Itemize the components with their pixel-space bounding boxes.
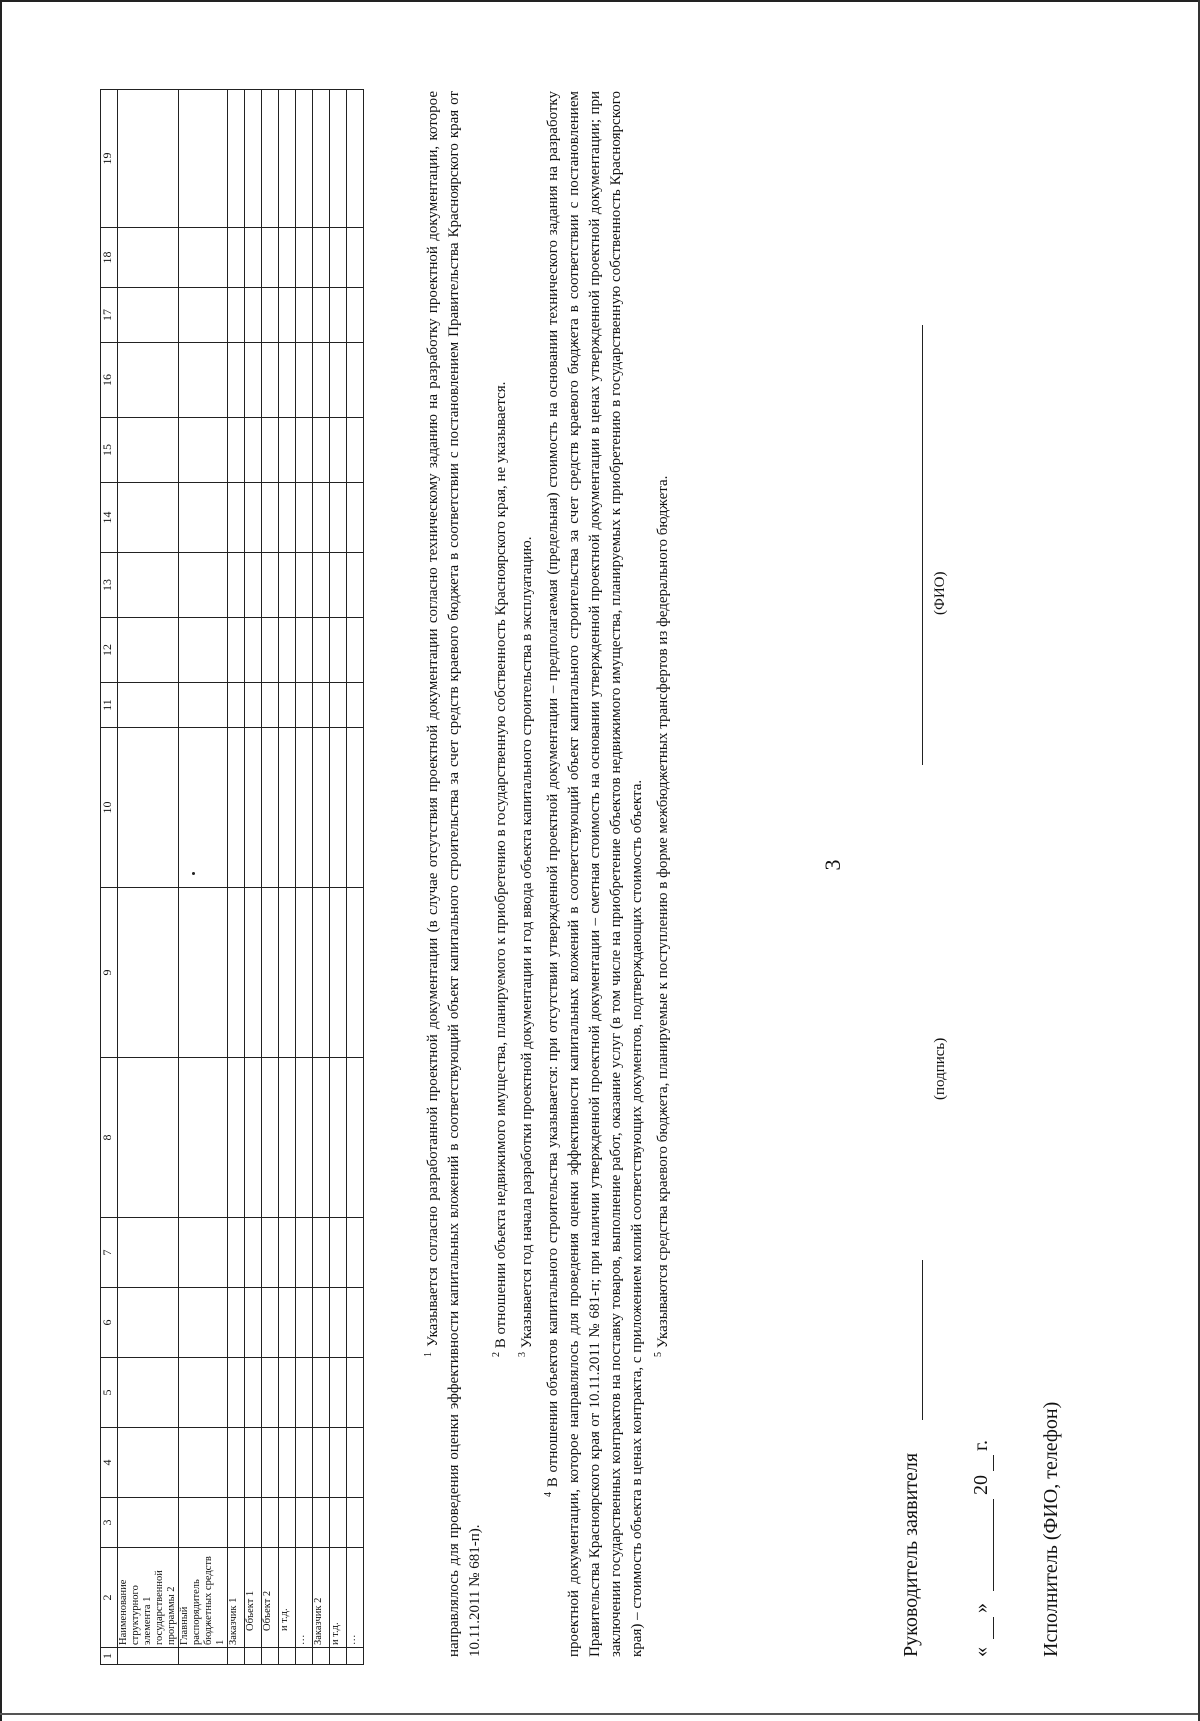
empty-cell (245, 1498, 262, 1548)
empty-cell (228, 1058, 245, 1218)
table-row (245, 90, 262, 1665)
empty-cell (279, 1288, 296, 1358)
empty-cell (245, 228, 262, 288)
table-row (313, 90, 330, 1665)
empty-cell (228, 288, 245, 343)
empty-cell (313, 1218, 330, 1288)
empty-cell (347, 888, 364, 1058)
empty-cell (245, 888, 262, 1058)
capital-investment-table (100, 89, 364, 1665)
empty-cell (347, 683, 364, 728)
row-label: … (347, 1548, 364, 1648)
empty-cell (296, 1288, 313, 1358)
footnote-mark: 3 (517, 1352, 528, 1357)
footnote-text: Указывается согласно разработанной проектной документации (в случае отсутствия проектной документации согласно техническому заданию на разработку проектной документации, которое направлялось для проведения оценки эффективности капитальных вложений в соответствующий объект капитального строительства за счет средств краевого бюджета в соответствии с постановлением Правительства Красноярского края от 10.11.2011 № 681-п). (425, 90, 483, 1657)
empty-cell (279, 343, 296, 418)
empty-cell (279, 553, 296, 618)
empty-cell (228, 1498, 245, 1548)
date-year-line (993, 1455, 994, 1471)
column-number: 1 (101, 1648, 118, 1665)
empty-cell (179, 1218, 228, 1288)
empty-cell (296, 1498, 313, 1548)
column-number: 4 (101, 1428, 118, 1498)
empty-cell (296, 888, 313, 1058)
head-of-applicant-label: Руководитель заявителя (900, 1452, 922, 1657)
empty-cell (347, 1358, 364, 1428)
table-row (296, 90, 313, 1665)
column-number: 3 (101, 1498, 118, 1548)
empty-cell (262, 483, 279, 553)
footnote-mark: 1 (423, 1352, 434, 1357)
empty-cell (330, 1058, 347, 1218)
empty-cell (296, 1058, 313, 1218)
empty-cell (296, 1428, 313, 1498)
row-label: и т.д. (330, 1548, 347, 1648)
empty-cell (330, 683, 347, 728)
empty-cell (262, 683, 279, 728)
empty-cell (347, 288, 364, 343)
footnote-2 (486, 91, 512, 1657)
footnote-text: Указываются средства краевого бюджета, планируемые к поступлению в форме межбюджетных трансфертов из федерального бюджета. (655, 475, 671, 1349)
empty-cell (313, 553, 330, 618)
empty-cell (330, 1358, 347, 1428)
date-year-prefix: 20 (970, 1475, 992, 1495)
empty-cell (118, 90, 179, 228)
empty-cell (313, 1288, 330, 1358)
empty-cell (262, 553, 279, 618)
row-label: Заказчик 1 (228, 1548, 245, 1648)
empty-cell (245, 288, 262, 343)
empty-cell (118, 1428, 179, 1498)
empty-cell (179, 288, 228, 343)
empty-cell (262, 888, 279, 1058)
empty-cell (313, 288, 330, 343)
empty-cell (262, 418, 279, 483)
executor-label: Исполнитель (ФИО, телефон) (1040, 1401, 1062, 1657)
footnote-3 (512, 91, 538, 1657)
empty-cell (179, 1498, 228, 1548)
empty-cell (313, 1358, 330, 1428)
empty-cell (296, 90, 313, 228)
empty-cell (179, 618, 228, 683)
empty-cell (245, 683, 262, 728)
empty-cell (279, 228, 296, 288)
empty-cell (228, 418, 245, 483)
empty-cell (245, 1428, 262, 1498)
empty-cell (179, 90, 228, 228)
empty-cell (118, 728, 179, 888)
date-open-quote: « (970, 1647, 992, 1657)
scan-border-bottom (0, 1713, 1200, 1715)
empty-cell (118, 228, 179, 288)
column-number: 14 (101, 483, 118, 553)
signature-caption: (подпись) (932, 1037, 948, 1100)
empty-cell (347, 418, 364, 483)
date-month-line (993, 1499, 994, 1591)
rotated-landscape-page (100, 65, 1180, 1665)
empty-cell (279, 483, 296, 553)
column-number: 2 (101, 1548, 118, 1648)
date-day-line (993, 1617, 994, 1639)
empty-cell (296, 483, 313, 553)
column-number: 9 (101, 888, 118, 1058)
empty-cell (279, 90, 296, 228)
empty-cell (330, 728, 347, 888)
empty-cell (296, 228, 313, 288)
empty-cell (330, 228, 347, 288)
empty-cell (245, 1648, 262, 1665)
fio-line (922, 325, 923, 765)
empty-cell (228, 90, 245, 228)
empty-cell (313, 728, 330, 888)
empty-cell (228, 1358, 245, 1428)
footnote-text: В отношении объекта недвижимого имущества, планируемого к приобретению в государственную собственность Красноярского края, не указывается. (493, 381, 509, 1349)
column-number: 19 (101, 90, 118, 228)
empty-cell (313, 888, 330, 1058)
empty-cell (245, 483, 262, 553)
empty-cell (118, 618, 179, 683)
footnote-4 (538, 91, 648, 1657)
empty-cell (118, 288, 179, 343)
empty-cell (313, 90, 330, 228)
empty-cell (179, 343, 228, 418)
empty-cell (279, 1648, 296, 1665)
row-label: Наименование структурного элемента 1 государственной программы 2 (118, 1548, 179, 1648)
empty-cell (228, 343, 245, 418)
footnote-text: Указывается год начала разработки проектной документации и год ввода объекта капитального строительства в эксплуатацию. (519, 536, 535, 1349)
empty-cell (330, 888, 347, 1058)
footnote-mark: 5 (653, 1352, 664, 1357)
row-label: Объект 2 (262, 1548, 279, 1648)
empty-cell (179, 1648, 228, 1665)
empty-cell (330, 553, 347, 618)
empty-cell (262, 90, 279, 228)
empty-cell (347, 618, 364, 683)
page-number: 3 (820, 859, 845, 871)
empty-cell (118, 343, 179, 418)
column-number: 16 (101, 343, 118, 418)
table-row (262, 90, 279, 1665)
column-number: 12 (101, 618, 118, 683)
empty-cell (262, 728, 279, 888)
signature-line (922, 1260, 923, 1420)
empty-cell (296, 288, 313, 343)
row-label: Заказчик 2 (313, 1548, 330, 1648)
empty-cell (245, 618, 262, 683)
footnote-5 (648, 91, 674, 1657)
empty-cell (279, 418, 296, 483)
empty-cell (179, 483, 228, 553)
empty-cell (330, 1218, 347, 1288)
empty-cell (347, 1428, 364, 1498)
empty-cell (262, 228, 279, 288)
empty-cell (262, 1428, 279, 1498)
empty-cell (347, 343, 364, 418)
empty-cell (330, 1428, 347, 1498)
empty-cell (330, 288, 347, 343)
empty-cell (179, 683, 228, 728)
column-number: 18 (101, 228, 118, 288)
empty-cell (262, 1218, 279, 1288)
empty-cell (228, 1648, 245, 1665)
empty-cell (118, 418, 179, 483)
empty-cell (262, 1058, 279, 1218)
empty-cell (262, 288, 279, 343)
empty-cell (179, 888, 228, 1058)
empty-cell (245, 1288, 262, 1358)
column-number: 13 (101, 553, 118, 618)
empty-cell (179, 728, 228, 888)
table-body (101, 90, 364, 1665)
empty-cell (228, 553, 245, 618)
empty-cell (262, 1498, 279, 1548)
empty-cell (179, 1428, 228, 1498)
empty-cell (262, 618, 279, 683)
footnote-mark: 2 (491, 1352, 502, 1357)
row-label: Главный распорядитель бюджетных средств 1 (179, 1548, 228, 1648)
date-close-quote: » (970, 1603, 992, 1613)
empty-cell (228, 483, 245, 553)
column-number: 11 (101, 683, 118, 728)
empty-cell (245, 1218, 262, 1288)
empty-cell (118, 1648, 179, 1665)
empty-cell (347, 1218, 364, 1288)
empty-cell (179, 1288, 228, 1358)
scan-border-top (0, 0, 1200, 2)
column-number: 7 (101, 1218, 118, 1288)
empty-cell (330, 1498, 347, 1548)
empty-cell (245, 90, 262, 228)
empty-cell (296, 1218, 313, 1288)
empty-cell (179, 553, 228, 618)
date-year-suffix: г. (970, 1440, 992, 1451)
empty-cell (228, 683, 245, 728)
empty-cell (118, 1058, 179, 1218)
empty-cell (179, 418, 228, 483)
empty-cell (245, 553, 262, 618)
table-row (179, 90, 228, 1665)
column-number: 6 (101, 1288, 118, 1358)
empty-cell (262, 343, 279, 418)
empty-cell (245, 728, 262, 888)
empty-cell (347, 90, 364, 228)
empty-cell (279, 1498, 296, 1548)
empty-cell (313, 1498, 330, 1548)
empty-cell (179, 1058, 228, 1218)
table-row (279, 90, 296, 1665)
empty-cell (313, 483, 330, 553)
empty-cell (279, 888, 296, 1058)
empty-cell (347, 1058, 364, 1218)
empty-cell (296, 683, 313, 728)
footnotes (418, 91, 674, 1657)
row-label: и т.д. (279, 1548, 296, 1648)
empty-cell (313, 343, 330, 418)
empty-cell (262, 1288, 279, 1358)
empty-cell (296, 343, 313, 418)
empty-cell (245, 418, 262, 483)
empty-cell (330, 483, 347, 553)
empty-cell (313, 1428, 330, 1498)
empty-cell (330, 1648, 347, 1665)
column-number: 15 (101, 418, 118, 483)
empty-cell (279, 1428, 296, 1498)
row-label: Объект 1 (245, 1548, 262, 1648)
empty-cell (118, 1288, 179, 1358)
empty-cell (118, 1218, 179, 1288)
empty-cell (179, 228, 228, 288)
empty-cell (118, 683, 179, 728)
empty-cell (279, 1058, 296, 1218)
empty-cell (313, 1648, 330, 1665)
empty-cell (228, 228, 245, 288)
empty-cell (228, 1218, 245, 1288)
column-number: 5 (101, 1358, 118, 1428)
empty-cell (330, 90, 347, 228)
table-row (347, 90, 364, 1665)
empty-cell (313, 418, 330, 483)
empty-cell (347, 1648, 364, 1665)
empty-cell (118, 553, 179, 618)
empty-cell (118, 888, 179, 1058)
empty-cell (279, 1358, 296, 1428)
empty-cell (228, 1288, 245, 1358)
empty-cell (313, 1058, 330, 1218)
empty-cell (262, 1358, 279, 1428)
empty-cell (179, 1358, 228, 1428)
empty-cell (245, 343, 262, 418)
table-row (228, 90, 245, 1665)
empty-cell (330, 618, 347, 683)
empty-cell (296, 728, 313, 888)
empty-cell (347, 553, 364, 618)
empty-cell (313, 618, 330, 683)
footnote-text: В отношении объектов капитального строительства указывается: при отсутствии утвержденной проектной документации – предполагаемая (предельная) стоимость на основании технического задания на разработку проектной документации, которое направлялось для проведения оценки эффективности капитальных вложений в соответствующий объект капитального строительства за счет средств краевого бюджета в соответствии с постановлением Правительства Красноярского края от 10.11.2011 № 681-п; при наличии утвержденной проектной документации – сметная стоимость на основании утвержденной проектной документации в ценах утвержденной проектной документации; при заключении государственных контрактов на поставку товаров, выполнение работ, оказание услуг (в том числе на приобретение объектов недвижимого имущества, планируемых к приобретению в государственную собственность Красноярского края) – стоимость объекта в ценах контракта, с приложением копий соответствующих документов, подтверждающих стоимость объекта. (545, 90, 645, 1657)
empty-cell (228, 728, 245, 888)
scan-border-left (0, 0, 2, 1721)
row-label: … (296, 1548, 313, 1648)
empty-cell (279, 618, 296, 683)
empty-cell (118, 1358, 179, 1428)
empty-cell (330, 418, 347, 483)
fio-caption: (ФИО) (932, 571, 948, 615)
empty-cell (313, 683, 330, 728)
empty-cell (296, 1648, 313, 1665)
empty-cell (279, 683, 296, 728)
empty-cell (228, 1428, 245, 1498)
empty-cell (347, 228, 364, 288)
empty-cell (228, 888, 245, 1058)
column-number: 17 (101, 288, 118, 343)
table-row (330, 90, 347, 1665)
empty-cell (296, 418, 313, 483)
empty-cell (262, 1648, 279, 1665)
column-number: 10 (101, 728, 118, 888)
empty-cell (313, 228, 330, 288)
empty-cell (347, 1498, 364, 1548)
empty-cell (296, 1358, 313, 1428)
empty-cell (330, 1288, 347, 1358)
empty-cell (347, 728, 364, 888)
empty-cell (347, 483, 364, 553)
empty-cell (330, 343, 347, 418)
table-row (118, 90, 179, 1665)
empty-cell (296, 618, 313, 683)
empty-cell (347, 1288, 364, 1358)
empty-cell (118, 1498, 179, 1548)
empty-cell (118, 483, 179, 553)
column-number-row (101, 90, 118, 1665)
empty-cell (245, 1058, 262, 1218)
footnote-mark: 4 (543, 1492, 554, 1497)
empty-cell (279, 288, 296, 343)
empty-cell (279, 728, 296, 888)
empty-cell (279, 1218, 296, 1288)
footnote-1 (418, 91, 486, 1657)
empty-cell (245, 1358, 262, 1428)
column-number: 8 (101, 1058, 118, 1218)
empty-cell (228, 618, 245, 683)
empty-cell (296, 553, 313, 618)
